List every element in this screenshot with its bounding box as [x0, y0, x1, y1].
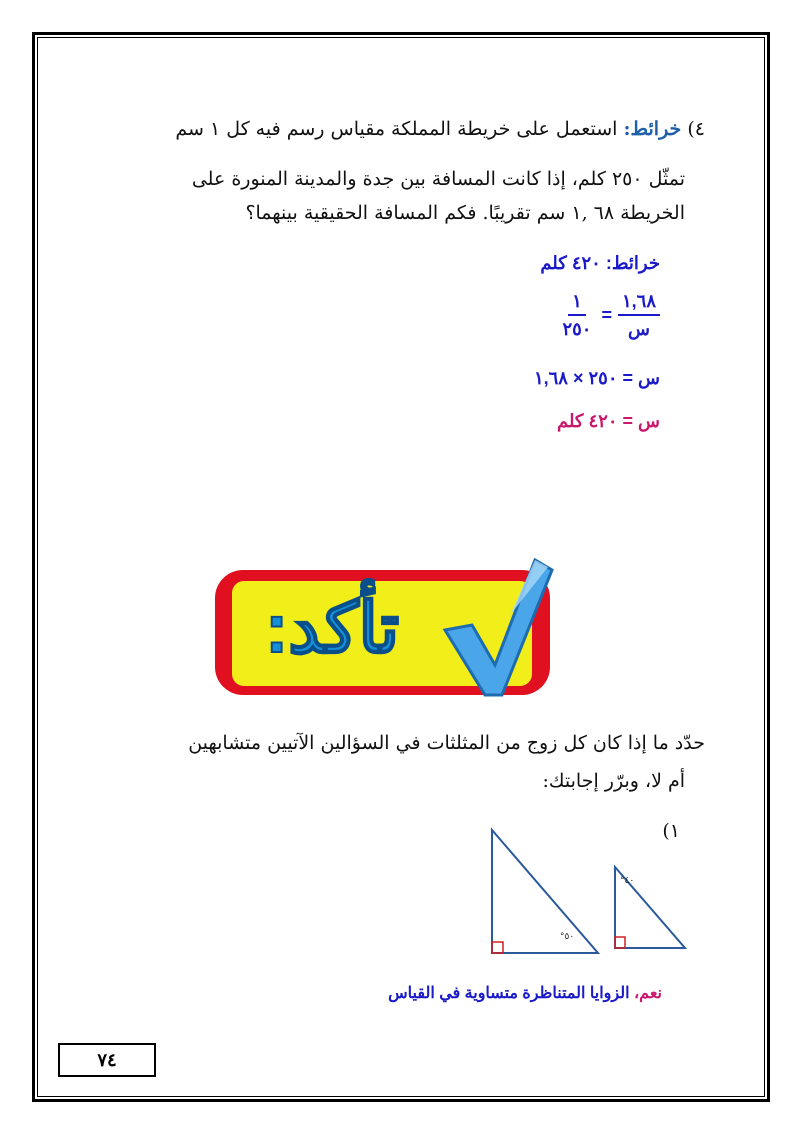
item-number: ١): [662, 820, 680, 842]
answer-yes: نعم،: [634, 985, 662, 1002]
answer-reason: الزوايا المتناظرة متساوية في القياس: [388, 985, 630, 1002]
angle-label-large: ٥٠°: [560, 932, 575, 942]
fraction-right-denominator: ٢٥٠: [562, 319, 592, 339]
banner-text: تأكد:: [265, 589, 400, 667]
answer-step: س = ٢٥٠ × ١,٦٨: [533, 368, 660, 388]
instructions-line-2: أم لا، وبرّر إجابتك:: [542, 770, 685, 792]
question-4-line-2: تمثّل ٢٥٠ كلم، إذا كانت المسافة بين جدة والمدينة المنورة على: [191, 168, 685, 190]
angle-label-small: ٤٠°: [620, 876, 635, 886]
fraction-left-denominator: س: [628, 319, 650, 339]
triangles-figure: [480, 825, 700, 955]
triangle-large: [492, 830, 598, 953]
question-4-line-3: الخريطة ٦٨ ,١ سم تقريبًا. فكم المسافة الحقيقية بينهما؟: [245, 202, 685, 224]
question-4-line-1: [85, 113, 705, 145]
equals-sign: =: [601, 304, 612, 325]
question-label: خرائط:: [623, 118, 682, 140]
answer-1: [388, 983, 662, 1003]
page-number: ٧٤: [58, 1043, 156, 1077]
fraction-left: [618, 290, 660, 340]
question-number: ٤): [687, 118, 705, 140]
confirm-banner: [210, 545, 560, 705]
fraction-left-numerator: ١,٦٨: [618, 290, 660, 316]
fraction-right: [558, 290, 595, 340]
answer-result: س = ٤٢٠ كلم: [556, 411, 660, 431]
instructions-line-1: حدّد ما إذا كان كل زوج من المثلثات في السؤالين الآتيين متشابهين: [188, 732, 705, 754]
proportion-equation: [558, 290, 660, 340]
answer-heading: خرائط: ٤٢٠ كلم: [540, 253, 660, 273]
fraction-right-numerator: ١: [568, 290, 586, 316]
question-text-1: استعمل على خريطة المملكة مقياس رسم فيه كل ١ سم: [175, 118, 618, 140]
